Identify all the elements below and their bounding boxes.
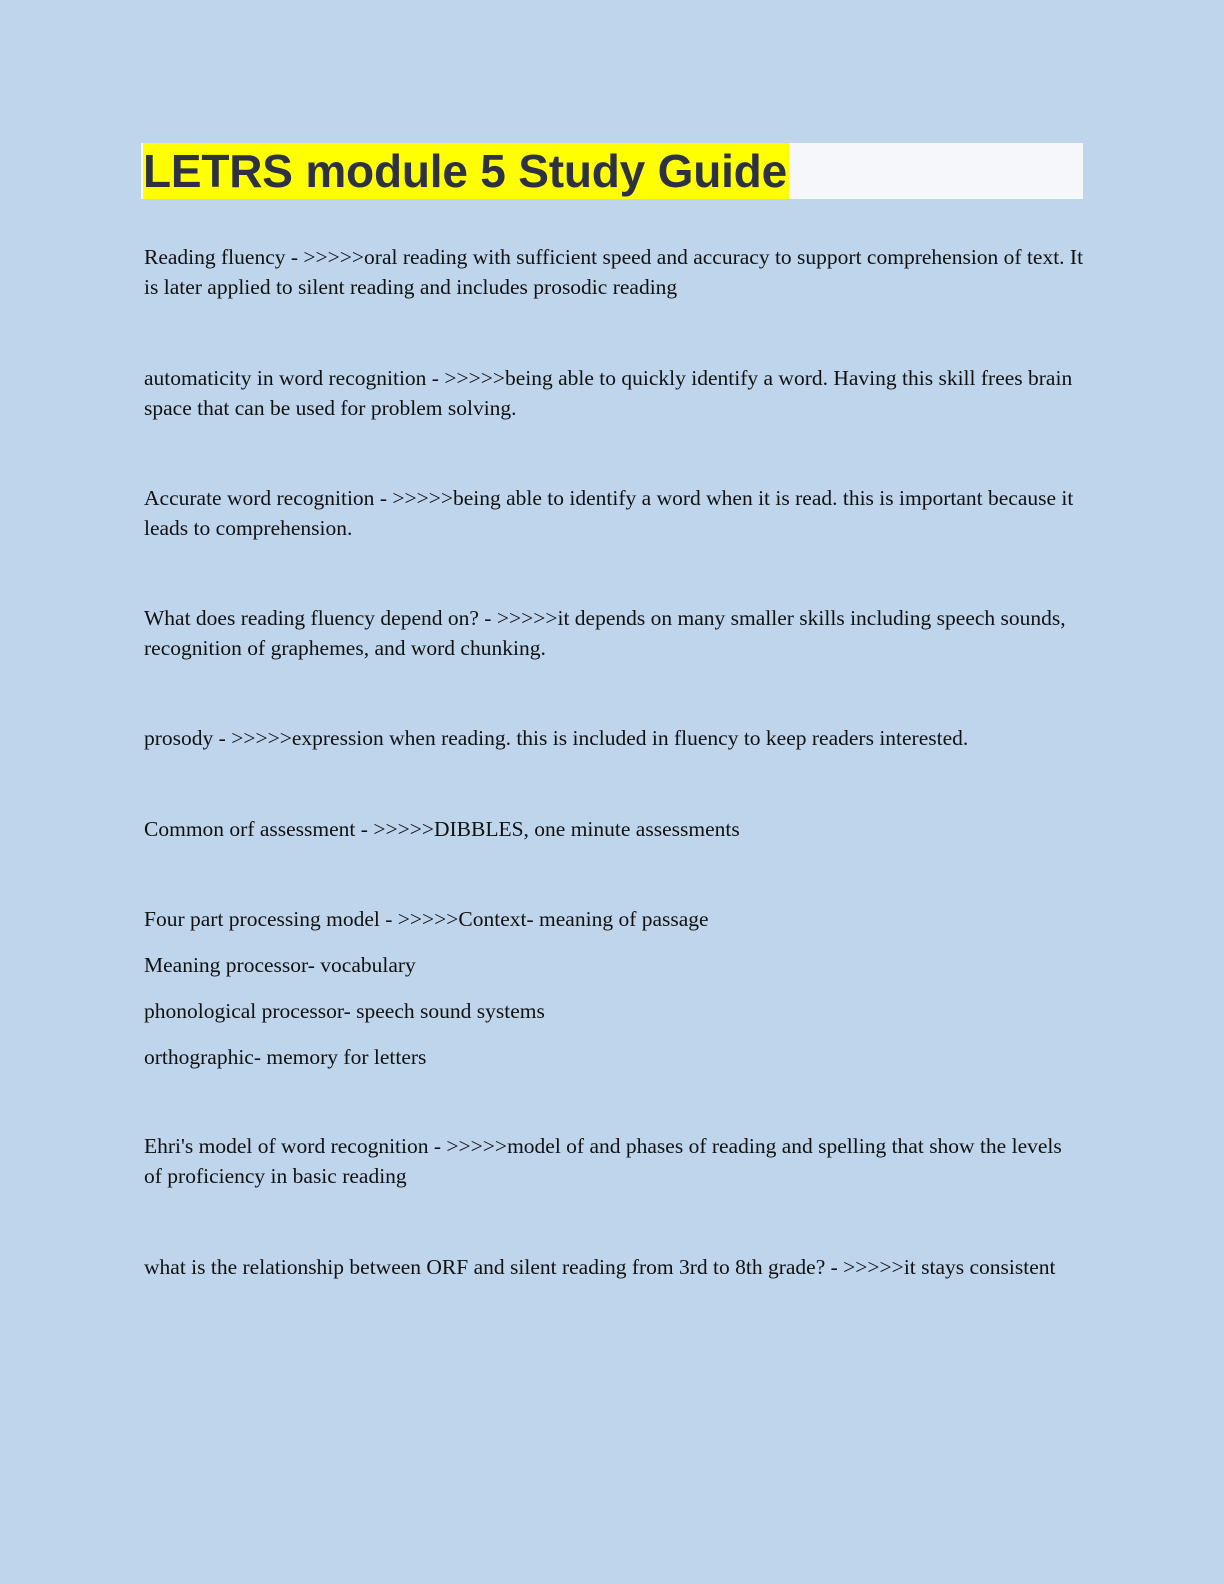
study-entry-prosody	[144, 724, 1084, 754]
study-entry-orf-assessment	[144, 815, 1084, 845]
entry-text	[144, 724, 1084, 754]
entry-sub-line: Meaning processor- vocabulary	[144, 953, 416, 977]
entry-text	[144, 1253, 1084, 1283]
entry-text	[144, 1132, 1084, 1191]
entry-term: Four part processing model	[144, 907, 380, 931]
study-entry-reading-fluency	[144, 243, 1084, 302]
study-entry-automaticity	[144, 364, 1084, 423]
entry-definition: DIBBLES, one minute assessments	[433, 817, 740, 841]
entry-separator: - >>>>>	[355, 817, 434, 841]
entry-separator: - >>>>>	[478, 606, 558, 630]
entry-separator: - >>>>>	[426, 366, 505, 390]
entry-term: what is the relationship between ORF and silent reading from 3rd to 8th grade?	[144, 1255, 826, 1279]
study-entry-orf-silent-reading	[144, 1253, 1084, 1283]
entry-sub-line: phonological processor- speech sound systems	[144, 999, 545, 1023]
study-entry-four-part-processing-model	[144, 905, 1084, 1073]
entry-definition: it stays consistent	[903, 1255, 1056, 1279]
entry-term: Accurate word recognition	[144, 486, 375, 510]
entry-sub-line: orthographic- memory for letters	[144, 1045, 427, 1069]
entry-term: Ehri's model of word recognition	[144, 1134, 429, 1158]
entry-term: What does reading fluency depend on?	[144, 606, 479, 630]
entry-text	[144, 243, 1084, 302]
entry-text	[144, 905, 1084, 935]
entry-definition: being able to identify a word when it is read. this is important because it leads to comprehension.	[144, 486, 1074, 540]
entry-separator: - >>>>>	[428, 1134, 508, 1158]
entry-definition: model of and phases of reading and spelling that show the levels of proficiency in basic reading	[144, 1134, 1062, 1188]
entry-text	[144, 815, 1084, 845]
entry-definition: Context- meaning of passage	[458, 907, 709, 931]
entry-term: Common orf assessment	[144, 817, 356, 841]
entry-separator: - >>>>>	[285, 245, 365, 269]
entry-separator: - >>>>>	[213, 726, 292, 750]
title-banner	[141, 143, 1083, 199]
entry-separator: - >>>>>	[379, 907, 459, 931]
entry-definition: it depends on many smaller skills including speech sounds, recognition of graphemes, and word chunking.	[144, 606, 1066, 660]
entry-text	[144, 484, 1084, 543]
entry-text	[144, 364, 1084, 423]
entry-definition: expression when reading. this is included in fluency to keep readers interested.	[291, 726, 969, 750]
entry-term: prosody	[144, 726, 214, 750]
entry-separator: - >>>>>	[825, 1255, 904, 1279]
entry-definition: oral reading with sufficient speed and accuracy to support comprehension of text. It is later applied to silent reading and includes prosodic reading	[144, 245, 1084, 299]
entry-definition: being able to quickly identify a word. Having this skill frees brain space that can be used for problem solving.	[144, 366, 1073, 420]
page-title: LETRS module 5 Study Guide	[143, 145, 787, 197]
study-entry-fluency-depends-on	[144, 604, 1084, 663]
entry-text	[144, 604, 1084, 663]
study-entry-ehris-model	[144, 1132, 1084, 1191]
study-entry-accurate-word-recognition	[144, 484, 1084, 543]
entry-term: Reading fluency	[144, 245, 286, 269]
entry-separator: - >>>>>	[374, 486, 453, 510]
entry-term: automaticity in word recognition	[144, 366, 427, 390]
